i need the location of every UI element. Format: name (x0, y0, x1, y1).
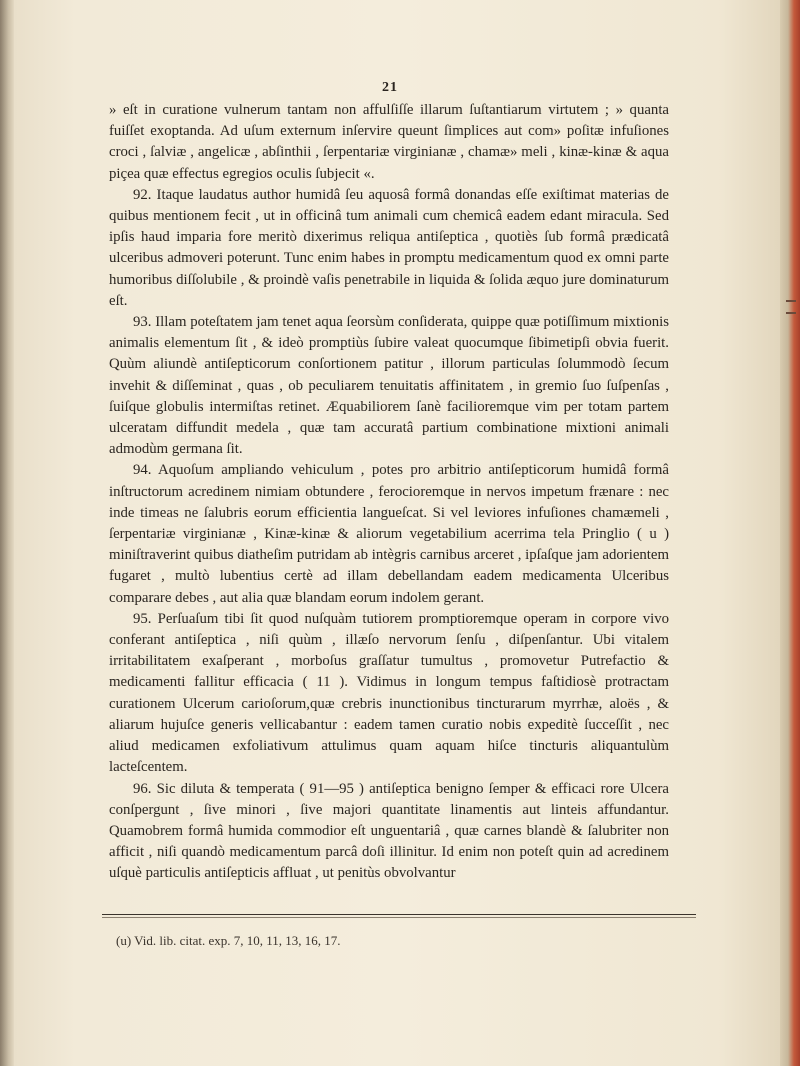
edge-mark (786, 312, 796, 314)
left-gutter (0, 0, 14, 1066)
edge-mark (786, 300, 796, 302)
paragraph-quote-continuation: » eſt in curatione vulnerum tantam non affulſiſſe illarum ſuſtantiarum virtutem ; » quanta fuiſſet exoptanda. Ad uſum externum inſervire queunt ſimplices aut com» poſitæ infuſiones croci , ſalviæ , angelicæ , abſinthii , ſerpentariæ virginianæ , chamæ» meli , kinæ-kinæ & aqua piçea quæ effectus egregios oculis ſubjecit «. (109, 102, 669, 182)
paragraph-93: 93. Illam poteſtatem jam tenet aqua ſeorsùm conſiderata, quippe quæ potiſſimum mixtionis animalis elementum ſit , & ideò promptiùs ſubire valeat quocumque ſibimetipſi obvia fuerit. Quùm aliundè antiſepticorum conſortionem patitur , illorum particulas ſolummodò ſecum invehit & diſſeminat , quas , ob peculiarem tenuitatis affinitatem , in gremio ſuo ſuſpenſas , ſuiſque globulis intermiſtas retinet. Æquabiliorem ſanè facilioremque vim per totam partem ulceratam diffundit medela , quæ tam accuratâ partium combinatione mixtioni animali admodùm germana ſit. (109, 314, 669, 458)
page-number: 21 (382, 80, 398, 95)
book-page (14, 0, 780, 1066)
paragraph-96: 96. Sic diluta & temperata ( 91—95 ) antiſeptica benigno ſemper & efficaci rore Ulcera conſpergunt , ſive minori , ſive majori quantitate linamentis aut linteis affundantur. Quamobrem formâ humida commodior eſt unguentariâ , quæ carnes blandè & ſalubriter non afficit , niſi quandò medicamentum parcâ doſi illinitur. Id enim non poteſt quin ad acredinem uſquè particulis antiſepticis affluat , ut penitùs obvolvantur (109, 780, 669, 882)
paragraph-95: 95. Perſuaſum tibi ſit quod nuſquàm tutiorem promptioremque operam in corpore vivo conferant antiſeptica , niſi quùm , illæſo nervorum ſenſu , diſpenſantur. Ubi vitalem irritabilitatem exaſperant , morboſus graſſatur tumultus , promovetur Putrefactio & medicamenti fallitur efficacia ( 11 ). Vidimus in longum tempus faſtidiosè protractam curationem Ulcerum carioſorum,quæ crebris inunctionibus tincturarum myrrhæ, aloës , & aliarum hujuſce generis vellicabantur : eadem tamen curatio nobis expeditè ſucceſſit , nec aliud medicamen exfoliativum attulimus quam aquam hiſce tincturis aliquantulùm lacteſcentem. (109, 610, 669, 776)
footnote-rule (102, 914, 696, 915)
paragraph-92: 92. Itaque laudatus author humidâ ſeu aquosâ formâ donandas eſſe exiſtimat materias de quibus mentionem fecit , ut in officinâ tum animali cum chemicâ eadem edant miracula. Sed ipſis haud imparia fore meritò dixerimus reliqua antiſeptica , quotiès ſub formâ prædicatâ ulceribus admoveri poterunt. Tunc enim habes in promptu medicamentum quod ex omni parte humoribus diſſolubile , & proindè vaſis penetrabile in liquida & ſolida æquo jure dominaturum eſt. (109, 186, 669, 309)
page-edge-right (780, 0, 800, 1066)
paragraph-94: 94. Aquoſum ampliando vehiculum , potes pro arbitrio antiſepticorum humidâ formâ inſtructorum acredinem nimiam obtundere , ferocioremque in nervos impetum frænare : nec inde timeas ne ſalubris eorum efficientia langueſcat. Si vel leviores infuſiones chamæmeli , ſerpentariæ virginianæ , Kinæ-kinæ & aliorum vegetabilium acerrima tela Pringlio ( u ) miniſtraverint quibus diatheſim putridam ab intègris carnibus arceret , ipſaſque jam adorientem fugaret , multò lubentius certè ad illam debellandam eadem medicamenta Ulceribus comparare debes , aut alia quæ blandam eorum indolem gerant. (109, 462, 669, 606)
body-text (109, 100, 669, 885)
footnote: (u) Vid. lib. citat. exp. 7, 10, 11, 13, 16, 17. (116, 933, 341, 948)
footnote-rule-secondary (102, 917, 696, 918)
